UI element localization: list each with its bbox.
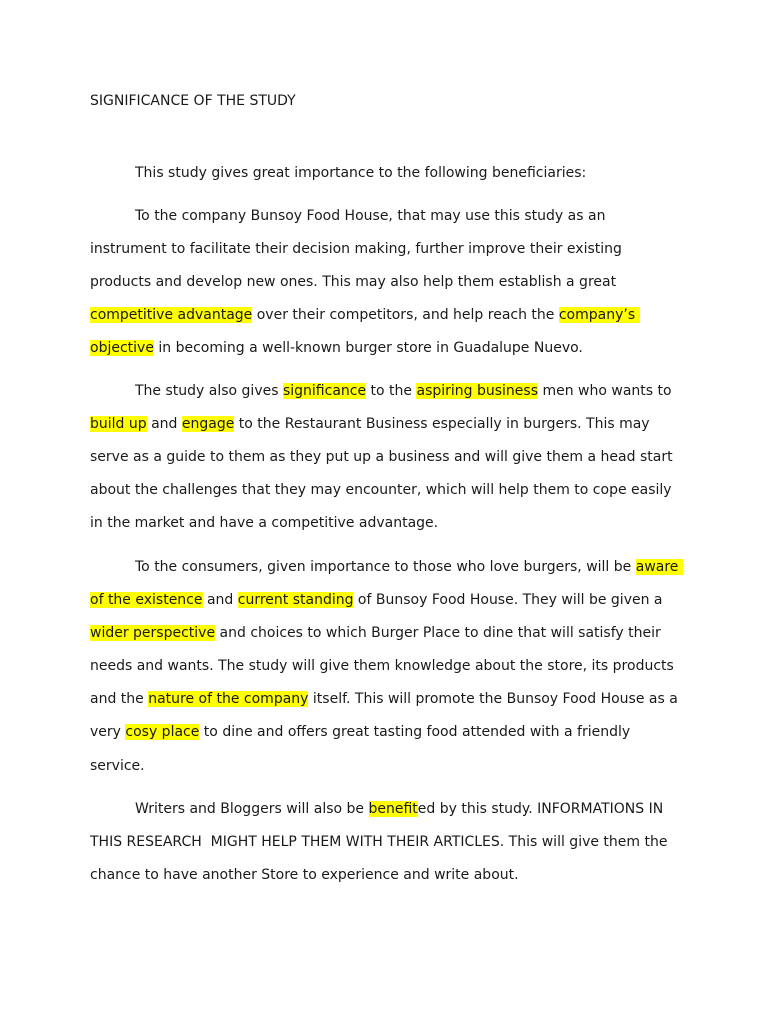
highlight-engage: engage [181, 416, 235, 432]
highlight-benefit: benefit [368, 801, 418, 817]
document-title: SIGNIFICANCE OF THE STUDY [90, 93, 296, 109]
paragraph-2-line-1: To the company Bunsoy Food House, that may use this study as an [135, 208, 606, 224]
paragraph-2-line-3: products and develop new ones. This may also help them establish a great [90, 274, 617, 290]
text-segment: and the [90, 691, 149, 707]
text-segment: in becoming a well-known burger store in Guadalupe Nuevo. [153, 340, 583, 356]
paragraph-5-line-2: THIS RESEARCH MIGHT HELP THEM WITH THEIR ARTICLES. This will give them the [90, 834, 668, 850]
paragraph-3-line-5: in the market and have a competitive advantage. [90, 515, 439, 531]
text-segment: The study also gives [135, 383, 283, 399]
text-segment: to the Restaurant Business especially in burgers. This may [234, 416, 650, 432]
paragraph-3-line-1 [135, 382, 672, 400]
text-segment: To the consumers, given importance to those who love burgers, will be [135, 559, 636, 575]
paragraph-4-line-1 [135, 558, 683, 576]
paragraph-2-line-5 [90, 339, 583, 357]
highlight-significance: significance [282, 383, 367, 399]
paragraph-5-line-1 [135, 800, 663, 818]
text-segment: ed by this study. INFORMATIONS IN [417, 801, 664, 817]
paragraph-3-line-2 [90, 415, 650, 433]
text-segment: and [146, 416, 182, 432]
highlight-current-standing: current standing [237, 592, 354, 608]
highlight-competitive-advantage: competitive advantage [90, 307, 253, 323]
text-segment: of Bunsoy Food House. They will be given a [353, 592, 663, 608]
paragraph-1-line-1: This study gives great importance to the following beneficiaries: [135, 165, 587, 181]
paragraph-4-line-6 [90, 723, 630, 741]
paragraph-4-line-4: needs and wants. The study will give them knowledge about the store, its products [90, 658, 674, 674]
highlight-wider-perspective: wider perspective [90, 625, 216, 641]
text-segment: to dine and offers great tasting food attended with a friendly [199, 724, 631, 740]
highlight-of-the-existence: of the existence [90, 592, 203, 608]
paragraph-4-line-5 [90, 690, 678, 708]
paragraph-5-line-3: chance to have another Store to experience and write about. [90, 867, 519, 883]
text-segment: over their competitors, and help reach the [252, 307, 559, 323]
highlight-aware: aware [635, 559, 683, 575]
paragraph-4-line-7: service. [90, 758, 145, 774]
text-segment: men who wants to [538, 383, 672, 399]
highlight-nature-of-the-company: nature of the company [148, 691, 309, 707]
highlight-objective: objective [90, 340, 154, 356]
highlight-companys: company’s [558, 307, 640, 323]
paragraph-3-line-3: serve as a guide to them as they put up a business and will give them a head start [90, 449, 673, 465]
paragraph-4-line-3 [90, 624, 661, 642]
text-segment: Writers and Bloggers will also be [135, 801, 369, 817]
text-segment: to the [366, 383, 417, 399]
highlight-build-up: build up [90, 416, 147, 432]
text-segment: very [90, 724, 126, 740]
paragraph-2-line-4 [90, 306, 640, 324]
text-segment: and [202, 592, 238, 608]
highlight-aspiring-business: aspiring business [416, 383, 539, 399]
paragraph-3-line-4: about the challenges that they may encounter, which will help them to cope easily [90, 482, 672, 498]
text-segment: and choices to which Burger Place to dine that will satisfy their [215, 625, 661, 641]
paragraph-2-line-2: instrument to facilitate their decision making, further improve their existing [90, 241, 622, 257]
text-segment: itself. This will promote the Bunsoy Food House as a [308, 691, 678, 707]
paragraph-4-line-2 [90, 591, 663, 609]
highlight-cosy-place: cosy place [125, 724, 200, 740]
